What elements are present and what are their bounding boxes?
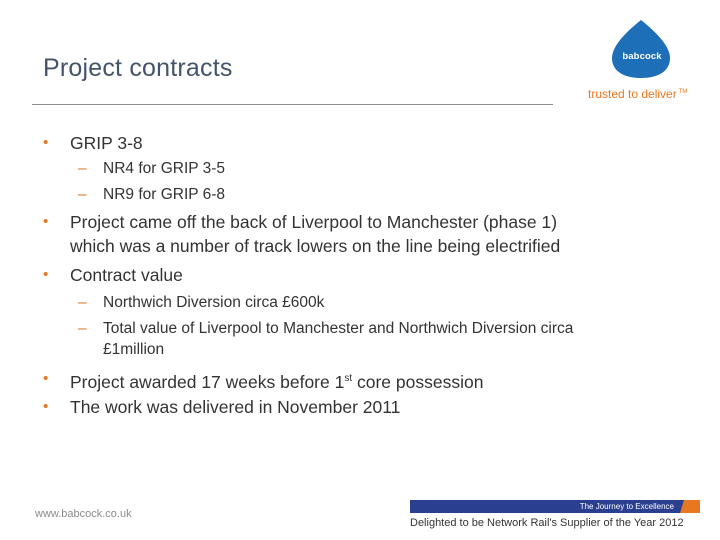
bullet-item: [43, 210, 670, 258]
tagline-text: trusted to deliver: [588, 87, 677, 101]
sub-bullet-item: [78, 292, 663, 313]
bullet-text-line: Project came off the back of Liverpool to Manchester (phase 1): [70, 212, 558, 232]
bullet-item: [43, 131, 670, 155]
bullet-icon: •: [43, 370, 49, 387]
trademark-mark: TM: [678, 89, 688, 95]
bullet-text: GRIP 3-8: [70, 133, 143, 153]
logo-drop-icon: [610, 18, 672, 80]
sub-bullet-text-line: £1million: [103, 341, 165, 358]
journey-banner: [410, 500, 700, 513]
dash-icon: –: [78, 160, 87, 177]
sub-bullet-item: [78, 184, 663, 205]
bullet-icon: •: [43, 398, 49, 415]
bullet-text: Contract value: [70, 265, 183, 285]
sub-bullet-item: [78, 158, 663, 179]
sub-bullet-text: Northwich Diversion circa £600k: [103, 294, 325, 311]
footer-url[interactable]: www.babcock.co.uk: [35, 508, 132, 520]
ordinal-suffix: st: [344, 373, 353, 384]
bullet-text: The work was delivered in November 2011: [70, 397, 401, 417]
sub-bullet-text: NR4 for GRIP 3-5: [103, 160, 226, 177]
logo-wordmark: babcock: [622, 51, 662, 62]
journey-text: The Journey to Excellence: [579, 502, 674, 511]
bullet-item: [43, 395, 670, 419]
babcock-logo: [582, 18, 700, 104]
bullet-icon: •: [43, 213, 49, 230]
dash-icon: –: [78, 320, 87, 337]
bullet-item: [43, 367, 670, 394]
sub-bullet-text: NR9 for GRIP 6-8: [103, 186, 226, 203]
slide-title: Project contracts: [43, 54, 233, 82]
supplier-award-text: Delighted to be Network Rail's Supplier of the Year 2012: [410, 517, 684, 529]
sub-bullet-text-line: Total value of Liverpool to Manchester and Northwich Diversion circa: [103, 320, 574, 337]
logo-tagline: [588, 87, 687, 101]
bullet-text-pre: Project awarded 17 weeks before 1: [70, 372, 345, 392]
sub-bullet-item: [78, 318, 663, 360]
title-divider: [32, 104, 553, 105]
bullet-item: [43, 263, 670, 287]
dash-icon: –: [78, 294, 87, 311]
bullet-text-post: core possession: [352, 372, 484, 392]
bullet-text-line: which was a number of track lowers on the line being electrified: [70, 236, 561, 256]
bullet-icon: •: [43, 134, 49, 151]
dash-icon: –: [78, 186, 87, 203]
bullet-icon: •: [43, 266, 49, 283]
